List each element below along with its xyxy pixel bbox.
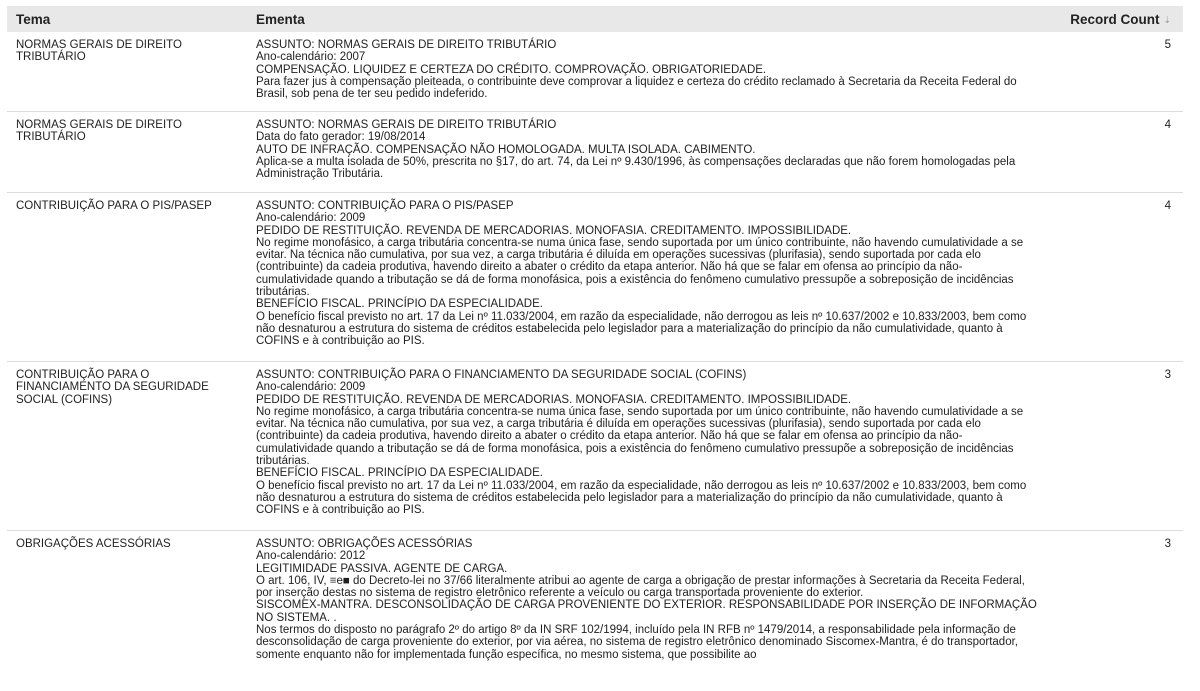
ementa-line: PEDIDO DE RESTITUIÇÃO. REVENDA DE MERCADORIAS. MONOFASIA. CREDITAMENTO. IMPOSSIBILIDADE.: [256, 393, 852, 406]
cell-ementa: [247, 193, 1047, 361]
column-header-record-count[interactable]: [1047, 12, 1183, 27]
column-header-tema[interactable]: Tema: [16, 11, 51, 27]
ementa-line: Ano-calendário: 2009: [256, 212, 366, 225]
table-row: [7, 531, 1183, 691]
ementa-line: O benefício fiscal previsto no art. 17 da Lei nº 11.033/2004, em razão da especialidade, não derrogou as leis nº 10.637/2002 e 10.833/2003, bem como não desnaturou a estrutura do sistema de créditos estabelecida pelo legislador para a materialização do princípio da não cumulatividade, quanto à COFINS e à contribuição ao PIS.: [256, 310, 1030, 348]
ementa-line: ASSUNTO: CONTRIBUIÇÃO PARA O PIS/PASEP: [256, 200, 514, 212]
ementa-line: Ano-calendário: 2007: [256, 51, 366, 64]
cell-tema: NORMAS GERAIS DE DIREITO TRIBUTÁRIO: [16, 119, 182, 144]
ementa-line: Ano-calendário: 2012: [256, 550, 366, 563]
ementa-line: BENEFÍCIO FISCAL. PRINCÍPIO DA ESPECIALIDADE.: [256, 467, 543, 480]
table-row: [7, 32, 1183, 112]
ementa-line: Para fazer jus à compensação pleiteada, o contribuinte deve comprovar a liquidez e certeza do crédito reclamado à Secretaria da Receita Federal do Brasil, sob pena de ter seu pedido indeferido.: [256, 75, 1020, 101]
ementa-line: BENEFÍCIO FISCAL. PRINCÍPIO DA ESPECIALIDADE.: [256, 298, 543, 311]
cell-record-count: 5: [1164, 39, 1171, 51]
ementa-line: ASSUNTO: OBRIGAÇÕES ACESSÓRIAS: [256, 538, 473, 550]
ementa-line: Nos termos do disposto no parágrafo 2º do artigo 8º da IN SRF 102/1994, incluído pela IN RFB nº 1479/2014, a responsabilidade pela informação de desconsolidação de carga proveniente do exterior, por via aérea, no sistema de registro eletrônico denominado Siscomex-Mantra, é do transportador, somente enquanto não for implementada função específica, no mesmo sistema, que possibilite ao: [256, 624, 1022, 661]
ementa-line: ASSUNTO: NORMAS GERAIS DE DIREITO TRIBUTÁRIO: [256, 119, 557, 131]
ementa-line: ASSUNTO: NORMAS GERAIS DE DIREITO TRIBUTÁRIO: [256, 39, 557, 51]
cell-tema: CONTRIBUIÇÃO PARA O FINANCIAMENTO DA SEGURIDADE SOCIAL (COFINS): [16, 369, 209, 406]
cell-record-count: 3: [1164, 538, 1171, 550]
sort-arrows-icon[interactable]: ⇣: [1163, 14, 1171, 25]
cell-ementa: [247, 32, 1047, 111]
cell-tema: OBRIGAÇÕES ACESSÓRIAS: [16, 538, 171, 550]
ementa-line: ASSUNTO: CONTRIBUIÇÃO PARA O FINANCIAMENTO DA SEGURIDADE SOCIAL (COFINS): [256, 369, 747, 381]
ementa-line: Data do fato gerador: 19/08/2014: [256, 131, 426, 144]
ementa-line: LEGITIMIDADE PASSIVA. AGENTE DE CARGA.: [256, 562, 508, 575]
ementa-line: No regime monofásico, a carga tributária concentra-se numa única fase, sendo suportada por um único contribuinte, não havendo cumulatividade a se evitar. Na técnica não cumulativa, por sua vez, a carga tributária é diluída em operações sucessivas (plurifasia), sendo suportada por cada elo (contribuinte) da cadeia produtiva, havendo direito a abater o crédito da etapa anterior. Não há que se falar em ofensa ao princípio da não-cumulatividade quando a tributação se dá de forma monofásica, pois a existência do fenômeno cumulativo pressupõe a sobreposição de incidências tributárias.: [256, 405, 1027, 468]
cell-record-count: 3: [1164, 369, 1171, 381]
column-header-ementa[interactable]: Ementa: [256, 11, 305, 27]
table-row: [7, 193, 1183, 362]
ementa-line: PEDIDO DE RESTITUIÇÃO. REVENDA DE MERCADORIAS. MONOFASIA. CREDITAMENTO. IMPOSSIBILIDADE.: [256, 224, 852, 237]
cell-ementa: [247, 112, 1047, 192]
table-header: [7, 6, 1183, 32]
ementa-line: COMPENSAÇÃO. LIQUIDEZ E CERTEZA DO CRÉDITO. COMPROVAÇÃO. OBRIGATORIEDADE.: [256, 63, 767, 76]
ementa-line: No regime monofásico, a carga tributária concentra-se numa única fase, sendo suportada por um único contribuinte, não havendo cumulatividade a se evitar. Na técnica não cumulativa, por sua vez, a carga tributária é diluída em operações sucessivas (plurifasia), sendo suportada por cada elo (contribuinte) da cadeia produtiva, havendo direito a abater o crédito da etapa anterior. Não há que se falar em ofensa ao princípio da não-cumulatividade quando a tributação se dá de forma monofásica, pois a existência do fenômeno cumulativo pressupõe a sobreposição de incidências tributárias.: [256, 236, 1027, 299]
ementa-line: O art. 106, IV, ≡e■ do Decreto-lei no 37/66 literalmente atribui ao agente de carga a obrigação de prestar informações à Secretaria da Receita Federal, por inserção destas no sistema de registro eletrônico referente a veículo ou carga transportada proveniente do exterior.: [256, 574, 1029, 600]
ementa-line: Ano-calendário: 2009: [256, 381, 366, 394]
ementa-line: AUTO DE INFRAÇÃO. COMPENSAÇÃO NÃO HOMOLOGADA. MULTA ISOLADA. CABIMENTO.: [256, 143, 756, 156]
ementa-line: O benefício fiscal previsto no art. 17 da Lei nº 11.033/2004, em razão da especialidade, não derrogou as leis nº 10.637/2002 e 10.833/2003, bem como não desnaturou a estrutura do sistema de créditos estabelecida pelo legislador para a materialização do princípio da não cumulatividade, quanto à COFINS e à contribuição ao PIS.: [256, 479, 1030, 517]
cell-tema: NORMAS GERAIS DE DIREITO TRIBUTÁRIO: [16, 39, 182, 64]
cell-record-count: 4: [1164, 119, 1171, 131]
ementa-line: Aplica-se a multa isolada de 50%, prescrita no §17, do art. 74, da Lei nº 9.430/1996, às compensações declaradas que não forem homologadas pela Administração Tributária.: [256, 155, 1018, 181]
results-table: [7, 6, 1183, 691]
record-count-label: Record Count: [1070, 11, 1160, 27]
table-row: [7, 112, 1183, 193]
cell-tema: CONTRIBUIÇÃO PARA O PIS/PASEP: [16, 200, 212, 212]
cell-ementa: [247, 362, 1047, 530]
cell-ementa: [247, 531, 1047, 691]
table-row: [7, 362, 1183, 531]
ementa-line: SISCOMEX-MANTRA. DESCONSOLIDAÇÃO DE CARGA PROVENIENTE DO EXTERIOR. RESPONSABILIDADE POR INSERÇÃO DE INFORMAÇÃO NO SISTEMA. .: [256, 599, 1041, 624]
cell-record-count: 4: [1164, 200, 1171, 212]
